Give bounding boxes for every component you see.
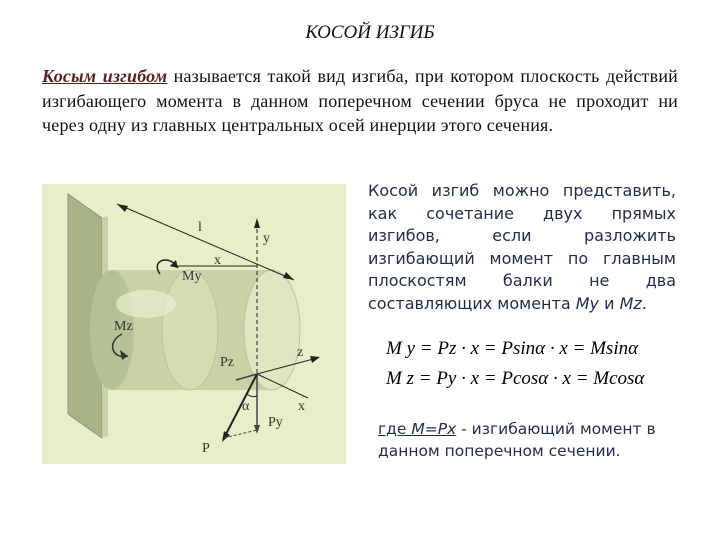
beam-diagram-svg bbox=[42, 184, 346, 464]
label-p: P bbox=[202, 441, 210, 456]
label-y: y bbox=[263, 231, 270, 246]
label-z: z bbox=[297, 345, 304, 360]
moment-my: My bbox=[575, 293, 600, 313]
moment-mz: Mz bbox=[619, 293, 642, 313]
label-x-top: x bbox=[214, 253, 221, 268]
explanation-and: и bbox=[599, 293, 620, 313]
p-projection-line bbox=[224, 430, 257, 438]
definition-text: называется такой вид изгиба, при котором плоскость действий изгибающего момента в данном поперечном сечении бруса не проходит ни через одну из главных центральных осей инерции этого сечения. bbox=[42, 66, 678, 135]
explanation-text: Косой изгиб можно представить, как сочетание двух прямых изгибов, если разложить изгибающий момент по главным плоскостям балки не два составляющих момента bbox=[368, 181, 676, 313]
beam-diagram bbox=[42, 184, 346, 464]
note-lead: где bbox=[378, 420, 412, 438]
label-l: l bbox=[198, 220, 202, 235]
note-rest: - изгибающий момент в данном поперечном сечении. bbox=[378, 420, 656, 460]
py-arrow bbox=[254, 425, 260, 434]
page-title: КОСОЙ ИЗГИБ bbox=[305, 22, 435, 43]
definition-term: Косым изгибом bbox=[42, 66, 168, 86]
definition-paragraph bbox=[42, 64, 678, 138]
beam-section bbox=[162, 270, 218, 390]
formula-my: M y = Pz · x = Psinα · x = Msinα bbox=[386, 338, 639, 359]
z-axis-arrow bbox=[310, 356, 320, 363]
alpha-arc bbox=[247, 394, 257, 397]
label-alpha: α bbox=[242, 399, 250, 414]
explanation-paragraph bbox=[368, 180, 676, 315]
formula-mz: M z = Py · x = Pcosα · x = Mcosα bbox=[386, 368, 645, 389]
beam-highlight bbox=[116, 290, 176, 318]
label-my: My bbox=[182, 269, 202, 284]
moment-note bbox=[378, 418, 688, 462]
explanation-end: . bbox=[641, 293, 647, 313]
label-pz: Pz bbox=[220, 355, 234, 370]
label-py: Py bbox=[268, 415, 283, 430]
beam-end bbox=[244, 270, 300, 390]
length-arrow-left bbox=[117, 204, 128, 212]
formulas bbox=[386, 334, 686, 394]
label-mz: Mz bbox=[114, 319, 133, 334]
y-axis-arrow bbox=[254, 218, 260, 228]
label-x-bottom: x bbox=[298, 399, 305, 414]
note-expr: M=Px bbox=[411, 420, 457, 438]
